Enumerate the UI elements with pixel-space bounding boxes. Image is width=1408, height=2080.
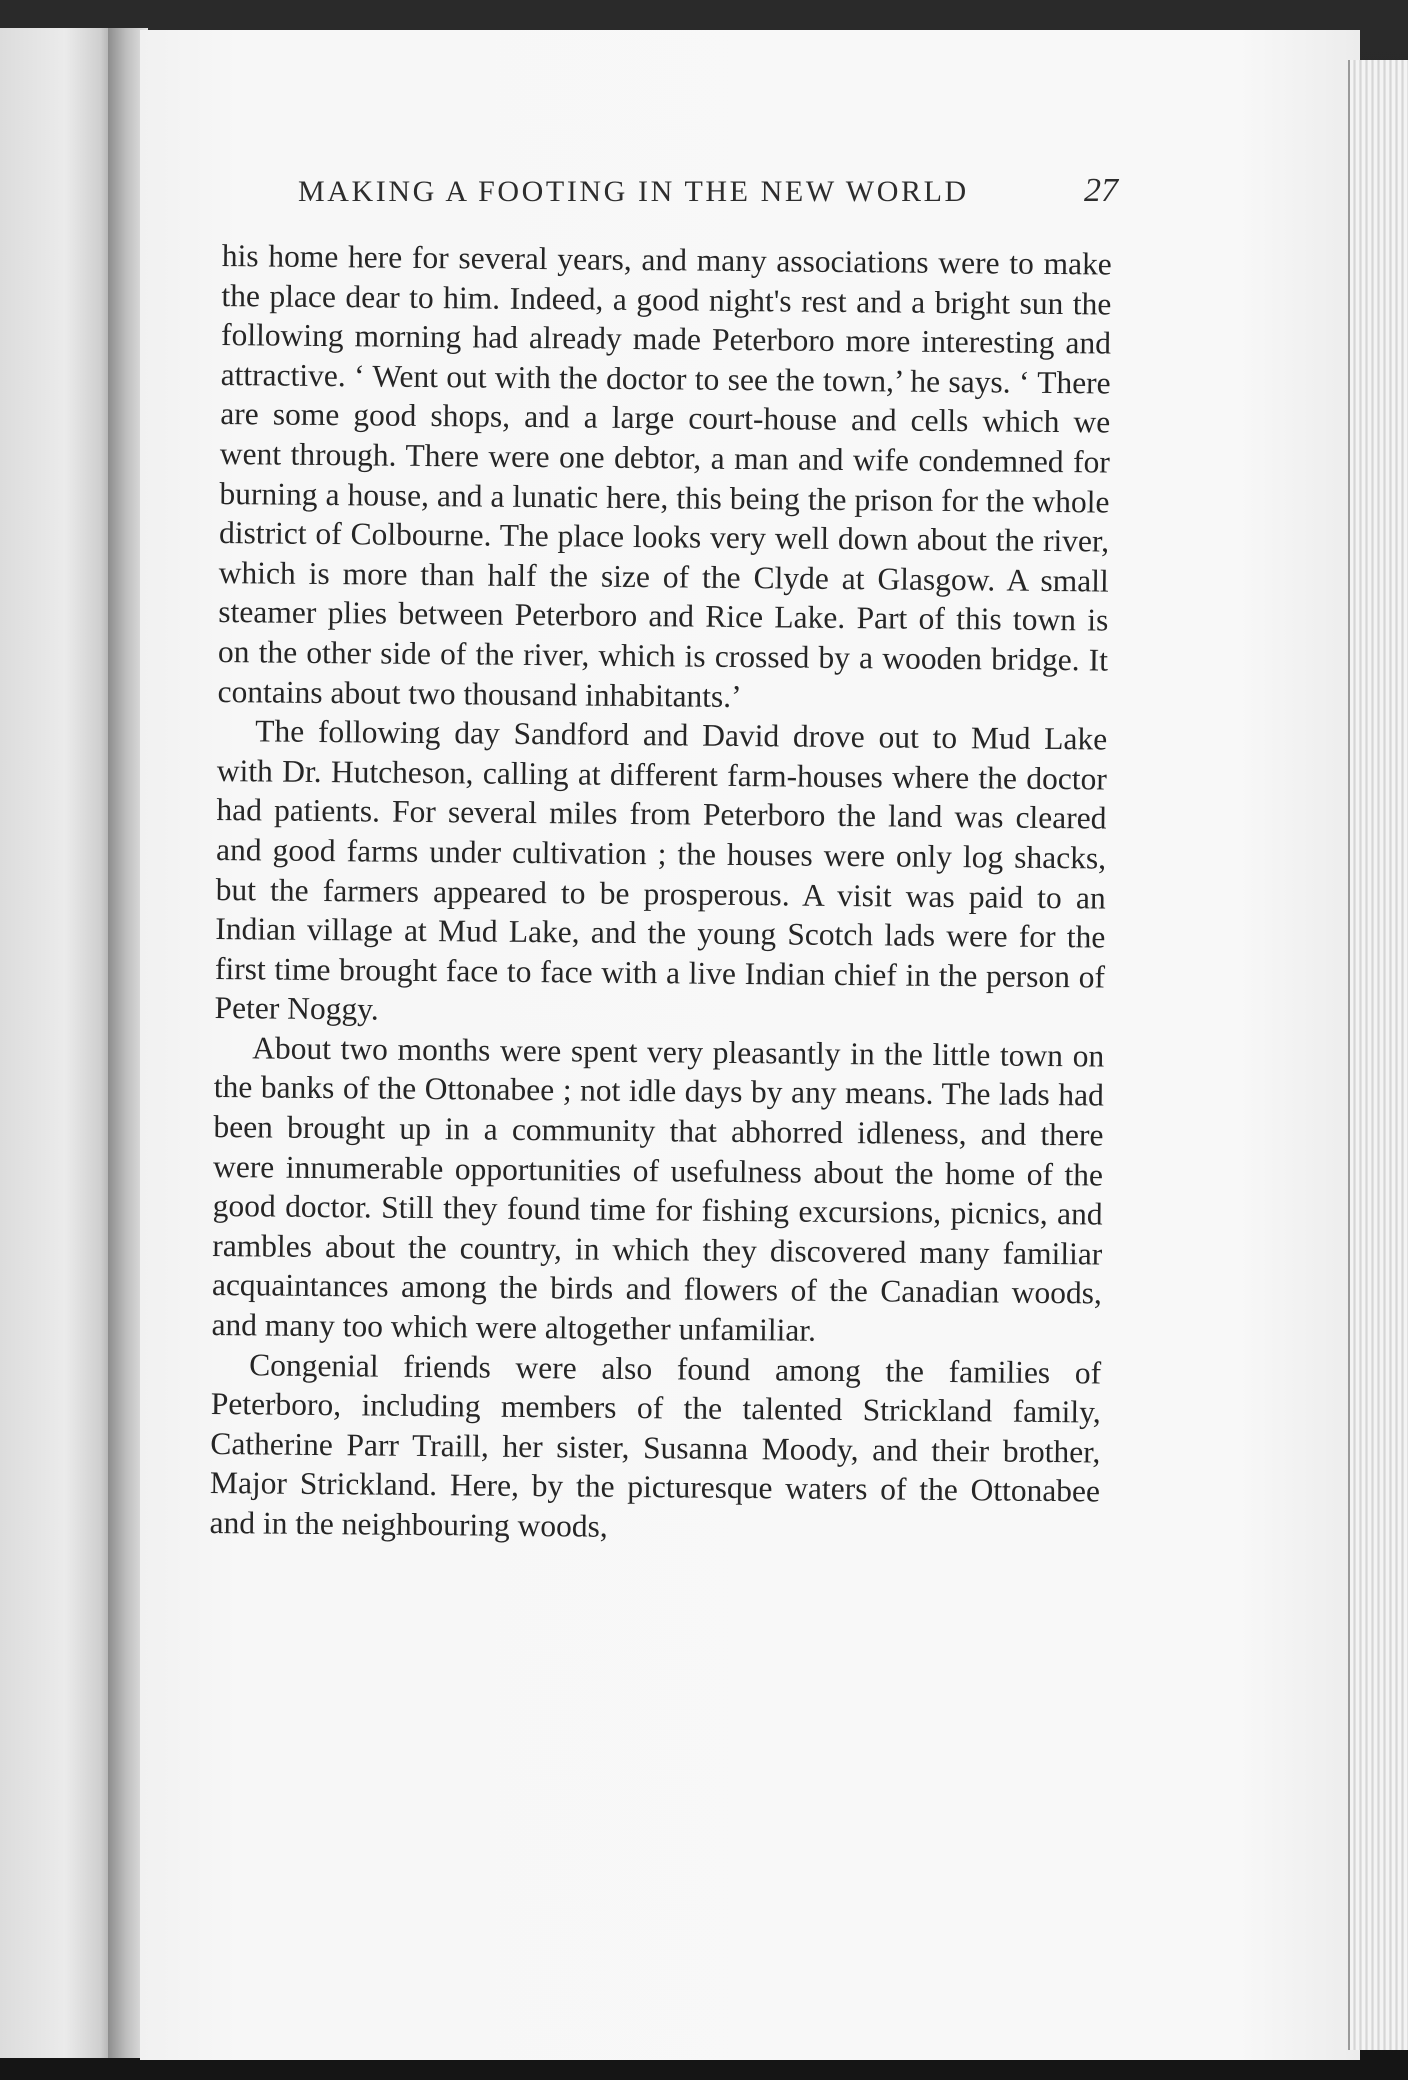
paragraph: About two months were spent very pleasantly in the little town on the banks of the Ottonabee ; not idle days by any means. The lads had been brought up in a community that abhorred idleness, and there were innumerable opportunities of usefulness about the home of the good doctor. Still they found time for fishing excursions, picnics, and rambles about the country, in which they discovered many familiar acquaintances among the birds and flowers of the Canadian woods, and many too which were altogether unfamiliar. [211, 1030, 1105, 1348]
running-title: MAKING A FOOTING IN THE NEW WORLD [298, 175, 969, 208]
paragraph: Congenial friends were also found among the families of Peterboro, including members of the talented Strickland family, Catherine Parr Traill, her sister, Susanna Moody, and their brother, Major Strickland. Here, by the picturesque waters of the Ottonabee and in the neighbouring woods, [209, 1346, 1102, 1544]
facing-page-edge [0, 28, 118, 2058]
paragraph: The following day Sandford and David drove out to Mud Lake with Dr. Hutcheson, calling at different farm-houses where the doctor had patients. For several miles from Peterboro the land was cleared and good farms under cultivation ; the houses were only log shacks, but the farmers appeared to be prosperous. A visit was paid to an Indian village at Mud Lake, and the young Scotch lads were for the first time brought face to face with a live Indian chief in the person of Peter Noggy. [214, 713, 1108, 1027]
body-text [209, 236, 1112, 1551]
paragraph-continued: his home here for several years, and many associations were to make the place dear to him. Indeed, a good night's rest and a bright sun the following morning had already made Peterboro more interesting and attractive. ‘ Went out with the doctor to see the town,’ he says. ‘ There are some good shops, and a large court-house and cells which we went through. There were one debtor, a man and wife condemned for burning a house, and a lunatic here, this being the prison for the whole district of Colbourne. The place looks very well down about the river, which is more than half the size of the Clyde at Glasgow. A small steamer plies between Peterboro and Rice Lake. Part of this town is on the other side of the river, which is crossed by a wooden bridge. It contains about two thousand inhabitants.’ [217, 237, 1112, 714]
page-stack-edge [1348, 60, 1408, 2050]
page-number: 27 [1084, 172, 1118, 209]
running-header [298, 172, 1118, 210]
